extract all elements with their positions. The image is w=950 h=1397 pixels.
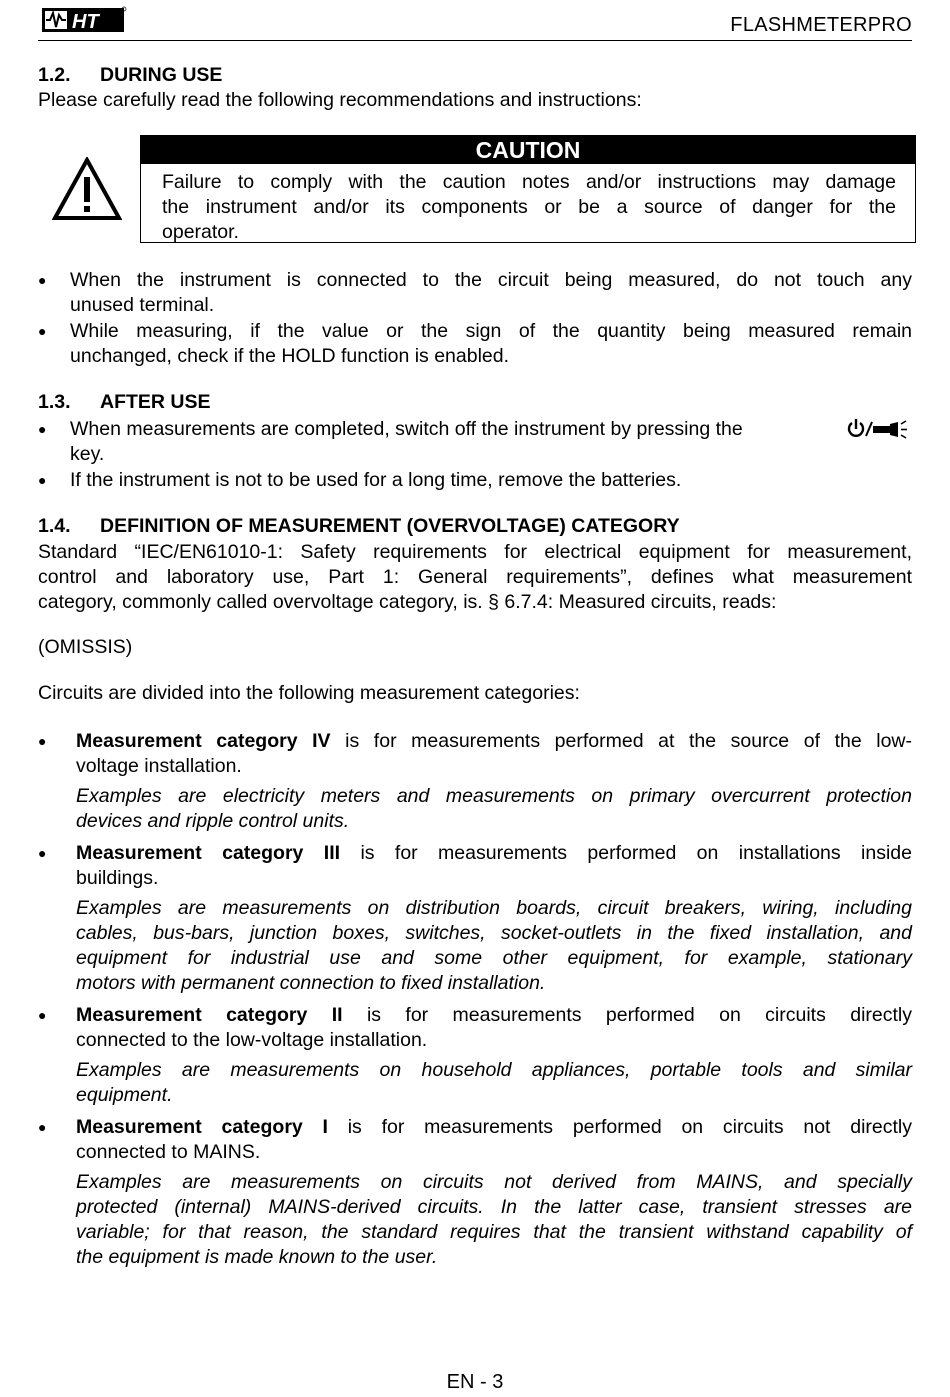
category-iii-item [76,841,912,866]
list-item-cont: unchanged, check if the HOLD function is enabled. [70,345,510,367]
ht-logo-icon [40,6,128,34]
list-item: If the instrument is not to be used for a long time, remove the batteries. [70,469,682,491]
category-desc-cont: voltage installation. [76,755,242,777]
bullet-icon: ● [38,1119,47,1135]
example-text-line: Examples are measurements on household appliances, portable tools and similar [76,1059,912,1081]
category-desc: is for measurements performed on circuits not directly [327,1116,912,1138]
example-text-line: Examples are electricity meters and measurements on primary overcurrent protection [76,785,912,807]
section-number: 1.2. [38,64,71,86]
category-label: Measurement category IV [76,730,331,752]
example-text-line: protected (internal) MAINS-derived circuits. In the latter case, transient stresses are [76,1196,912,1218]
bullet-icon: ● [38,323,47,339]
section-title: AFTER USE [100,391,211,413]
example-text-line: Examples are measurements on circuits not derived from MAINS, and specially [76,1171,912,1193]
example-text-line: the equipment is made known to the user. [76,1246,438,1268]
warning-triangle-icon [52,157,122,221]
category-ii-item [76,1003,912,1028]
header-rule [38,40,912,41]
example-text-line: Examples are measurements on distribution boards, circuit breakers, wiring, including [76,897,912,919]
list-item: While measuring, if the value or the sign of the quantity being measured remain [70,320,912,342]
example-text-line: equipment for industrial use and some other equipment, for example, stationary [76,947,912,969]
category-label: Measurement category II [76,1004,343,1026]
caution-text-line: the instrument and/or its components or be a source of danger for the [162,196,896,218]
omissis-text: (OMISSIS) [38,636,133,658]
section-heading-definition [38,514,912,539]
section-number: 1.4. [38,515,71,537]
caution-text-line: Failure to comply with the caution notes and/or instructions may damage [162,171,896,193]
category-i-item [76,1115,912,1140]
list-item: When measurements are completed, switch off the instrument by pressing the [70,418,743,440]
bullet-icon: ● [38,1007,47,1023]
list-item: When the instrument is connected to the circuit being measured, do not touch any [70,269,912,291]
example-text-line: equipment. [76,1084,173,1106]
example-text-line: devices and ripple control units. [76,810,350,832]
circuits-intro: Circuits are divided into the following measurement categories: [38,682,580,704]
logo-text: HT [72,11,99,33]
bullet-icon: ● [38,472,47,488]
standard-text-line: category, commonly called overvoltage category, is. § 6.7.4: Measured circuits, reads: [38,591,777,613]
standard-text-line: control and laboratory use, Part 1: General requirements”, defines what measurement [38,566,912,588]
section-heading-after-use [38,390,912,415]
during-use-intro: Please carefully read the following recommendations and instructions: [38,89,642,111]
category-desc: is for measurements performed on circuits directly [342,1004,912,1026]
category-label: Measurement category III [76,842,341,864]
section-title: DURING USE [100,64,223,86]
category-desc: is for measurements performed at the source of the low- [330,730,912,752]
example-text-line: motors with permanent connection to fixed installation. [76,972,546,994]
category-label: Measurement category I [76,1116,328,1138]
category-desc: is for measurements performed on installations inside [340,842,912,864]
category-desc-cont: connected to the low-voltage installation. [76,1029,428,1051]
example-text-line: variable; for that reason, the standard requires that the transient withstand capability of [76,1221,912,1243]
bullet-icon: ● [38,272,47,288]
bullet-icon: ● [38,733,47,749]
list-item-cont: unused terminal. [70,294,215,316]
section-title: DEFINITION OF MEASUREMENT (OVERVOLTAGE) CATEGORY [100,515,680,537]
bullet-icon: ● [38,421,47,437]
bullet-icon: ● [38,845,47,861]
caution-text-line: operator. [162,221,239,243]
category-desc-cont: connected to MAINS. [76,1141,261,1163]
ht-logo [40,6,128,34]
standard-text-line: Standard “IEC/EN61010-1: Safety requirements for electrical equipment for measurement, [38,541,912,563]
section-number: 1.3. [38,391,71,413]
category-desc-cont: buildings. [76,867,159,889]
section-heading-during-use [38,63,912,88]
category-iv-item [76,729,912,754]
brand-name: FLASHMETERPRO [730,14,912,36]
list-item-cont: key. [70,443,105,465]
caution-title: CAUTION [140,135,916,164]
example-text-line: cables, bus-bars, junction boxes, switches, socket-outlets in the fixed installation, and [76,922,912,944]
page-number: EN - 3 [446,1371,504,1393]
